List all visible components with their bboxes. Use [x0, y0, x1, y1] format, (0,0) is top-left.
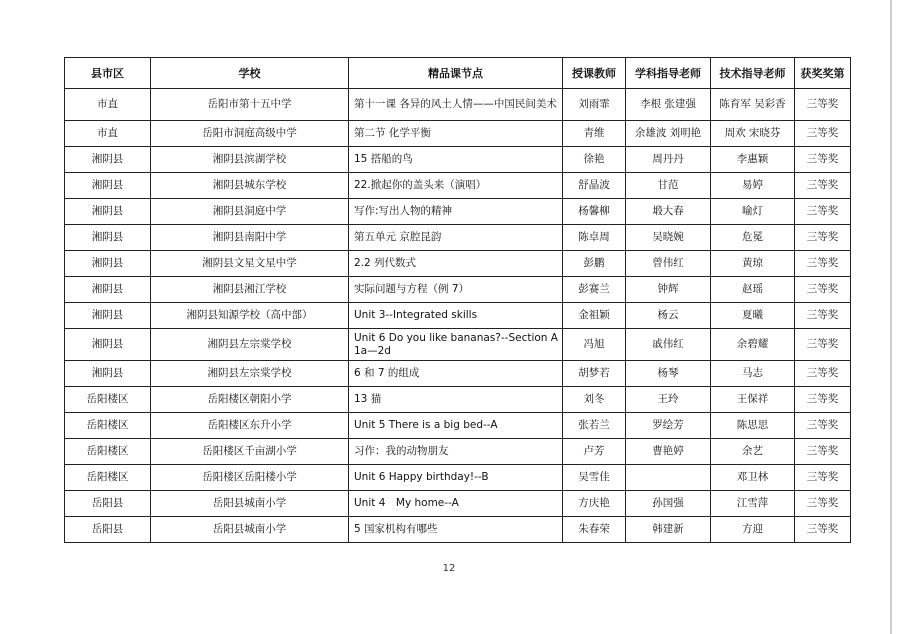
cell-subject-advisor: 李根 张建强	[626, 89, 711, 121]
cell-award: 三等奖	[795, 465, 851, 491]
cell-teacher: 杨馨柳	[563, 199, 626, 225]
cell-school: 湘阴县城东学校	[151, 173, 349, 199]
cell-lesson: Unit 3--Integrated skills	[349, 303, 563, 329]
header-lesson: 精品课节点	[349, 58, 563, 89]
cell-subject-advisor: 曹艳婷	[626, 439, 711, 465]
cell-subject-advisor: 余雄波 刘明艳	[626, 121, 711, 147]
cell-teacher: 冯旭	[563, 329, 626, 361]
table-row	[65, 251, 851, 277]
cell-tech-advisor: 黄琼	[711, 251, 795, 277]
cell-teacher: 朱春荣	[563, 517, 626, 543]
cell-teacher: 方庆艳	[563, 491, 626, 517]
cell-teacher: 胡梦若	[563, 361, 626, 387]
cell-school: 岳阳县城南小学	[151, 491, 349, 517]
table-row	[65, 439, 851, 465]
cell-award: 三等奖	[795, 329, 851, 361]
cell-county: 市直	[65, 89, 151, 121]
cell-lesson: 习作：我的动物朋友	[349, 439, 563, 465]
cell-award: 三等奖	[795, 225, 851, 251]
table-row	[65, 413, 851, 439]
cell-subject-advisor: 杨琴	[626, 361, 711, 387]
cell-tech-advisor: 易婷	[711, 173, 795, 199]
cell-tech-advisor: 余碧耀	[711, 329, 795, 361]
cell-award: 三等奖	[795, 439, 851, 465]
cell-tech-advisor: 陈思思	[711, 413, 795, 439]
cell-county: 岳阳县	[65, 491, 151, 517]
cell-county: 湘阴县	[65, 147, 151, 173]
cell-award: 三等奖	[795, 517, 851, 543]
header-award: 获奖奖第	[795, 58, 851, 89]
header-teacher: 授课教师	[563, 58, 626, 89]
cell-award: 三等奖	[795, 303, 851, 329]
cell-lesson: Unit 4 My home--A	[349, 491, 563, 517]
cell-school: 岳阳楼区朝阳小学	[151, 387, 349, 413]
cell-subject-advisor: 孙国强	[626, 491, 711, 517]
cell-subject-advisor	[626, 465, 711, 491]
cell-school: 湘阴县洞庭中学	[151, 199, 349, 225]
cell-tech-advisor: 马志	[711, 361, 795, 387]
page-number: 12	[442, 563, 456, 574]
cell-school: 岳阳市洞庭高级中学	[151, 121, 349, 147]
cell-subject-advisor: 罗绘芳	[626, 413, 711, 439]
awards-table	[64, 57, 851, 543]
cell-county: 岳阳楼区	[65, 439, 151, 465]
cell-lesson: 第十一课 各异的风土人情——中国民间美术	[349, 89, 563, 121]
cell-lesson: 6 和 7 的组成	[349, 361, 563, 387]
cell-subject-advisor: 韩建新	[626, 517, 711, 543]
cell-lesson: 22.掀起你的盖头来（演唱）	[349, 173, 563, 199]
header-county: 县市区	[65, 58, 151, 89]
cell-teacher: 吴雪佳	[563, 465, 626, 491]
cell-county: 湘阴县	[65, 361, 151, 387]
cell-teacher: 刘冬	[563, 387, 626, 413]
cell-subject-advisor: 周丹丹	[626, 147, 711, 173]
cell-lesson: 实际问题与方程（例 7）	[349, 277, 563, 303]
cell-lesson: 第五单元 京腔昆韵	[349, 225, 563, 251]
cell-teacher: 舒晶波	[563, 173, 626, 199]
cell-school: 湘阴县南阳中学	[151, 225, 349, 251]
cell-award: 三等奖	[795, 277, 851, 303]
table-row	[65, 89, 851, 121]
table-row	[65, 225, 851, 251]
cell-tech-advisor: 喻灯	[711, 199, 795, 225]
cell-award: 三等奖	[795, 121, 851, 147]
table-row	[65, 329, 851, 361]
cell-tech-advisor: 周欢 宋晓芬	[711, 121, 795, 147]
cell-lesson: Unit 5 There is a big bed--A	[349, 413, 563, 439]
table-row	[65, 517, 851, 543]
cell-teacher: 彭赛兰	[563, 277, 626, 303]
cell-teacher: 卢芳	[563, 439, 626, 465]
cell-tech-advisor: 余艺	[711, 439, 795, 465]
table-row	[65, 199, 851, 225]
cell-award: 三等奖	[795, 147, 851, 173]
cell-lesson: 15 搭船的鸟	[349, 147, 563, 173]
table-body	[65, 89, 851, 543]
cell-teacher: 陈卓周	[563, 225, 626, 251]
cell-school: 岳阳楼区东升小学	[151, 413, 349, 439]
cell-county: 湘阴县	[65, 173, 151, 199]
cell-teacher: 金祖颖	[563, 303, 626, 329]
cell-teacher: 彭鹏	[563, 251, 626, 277]
cell-tech-advisor: 方迎	[711, 517, 795, 543]
cell-subject-advisor: 甘范	[626, 173, 711, 199]
cell-school: 湘阴县湘江学校	[151, 277, 349, 303]
table-row	[65, 173, 851, 199]
cell-county: 岳阳楼区	[65, 465, 151, 491]
cell-teacher: 张若兰	[563, 413, 626, 439]
cell-award: 三等奖	[795, 199, 851, 225]
cell-award: 三等奖	[795, 89, 851, 121]
cell-county: 湘阴县	[65, 303, 151, 329]
cell-award: 三等奖	[795, 361, 851, 387]
cell-tech-advisor: 陈育军 吴彩香	[711, 89, 795, 121]
cell-subject-advisor: 曾伟红	[626, 251, 711, 277]
cell-tech-advisor: 李惠颖	[711, 147, 795, 173]
table-header-row	[65, 58, 851, 89]
cell-tech-advisor: 夏曦	[711, 303, 795, 329]
cell-award: 三等奖	[795, 491, 851, 517]
cell-school: 湘阴县左宗棠学校	[151, 361, 349, 387]
cell-county: 岳阳县	[65, 517, 151, 543]
cell-award: 三等奖	[795, 413, 851, 439]
cell-school: 湘阴县左宗棠学校	[151, 329, 349, 361]
cell-school: 岳阳县城南小学	[151, 517, 349, 543]
table-row	[65, 277, 851, 303]
cell-school: 岳阳市第十五中学	[151, 89, 349, 121]
cell-teacher: 徐艳	[563, 147, 626, 173]
cell-tech-advisor: 邓卫林	[711, 465, 795, 491]
cell-subject-advisor: 钟辉	[626, 277, 711, 303]
cell-school: 湘阴县文星文星中学	[151, 251, 349, 277]
cell-county: 湘阴县	[65, 225, 151, 251]
cell-school: 岳阳楼区千亩湖小学	[151, 439, 349, 465]
table-row	[65, 121, 851, 147]
cell-tech-advisor: 王保祥	[711, 387, 795, 413]
cell-award: 三等奖	[795, 173, 851, 199]
cell-county: 岳阳楼区	[65, 387, 151, 413]
page-edge-shadow	[890, 0, 892, 634]
cell-county: 湘阴县	[65, 277, 151, 303]
cell-lesson: Unit 6 Happy birthday!--B	[349, 465, 563, 491]
cell-school: 湘阴县知源学校（高中部）	[151, 303, 349, 329]
cell-county: 岳阳楼区	[65, 413, 151, 439]
table-row	[65, 361, 851, 387]
cell-county: 市直	[65, 121, 151, 147]
cell-lesson: 5 国家机构有哪些	[349, 517, 563, 543]
cell-subject-advisor: 王玲	[626, 387, 711, 413]
cell-county: 湘阴县	[65, 199, 151, 225]
header-tech-advisor: 技术指导老师	[711, 58, 795, 89]
cell-lesson: 第二节 化学平衡	[349, 121, 563, 147]
cell-award: 三等奖	[795, 251, 851, 277]
cell-subject-advisor: 吴晓婉	[626, 225, 711, 251]
cell-lesson: 写作:写出人物的精神	[349, 199, 563, 225]
cell-lesson: Unit 6 Do you like bananas?--Section A 1a—2d	[349, 329, 563, 361]
cell-county: 湘阴县	[65, 329, 151, 361]
table-row	[65, 491, 851, 517]
cell-subject-advisor: 戚伟红	[626, 329, 711, 361]
cell-subject-advisor: 杨云	[626, 303, 711, 329]
cell-lesson: 13 猫	[349, 387, 563, 413]
cell-county: 湘阴县	[65, 251, 151, 277]
cell-tech-advisor: 江雪萍	[711, 491, 795, 517]
cell-subject-advisor: 塅大春	[626, 199, 711, 225]
header-school: 学校	[151, 58, 349, 89]
table-row	[65, 387, 851, 413]
cell-lesson: 2.2 列代数式	[349, 251, 563, 277]
table-row	[65, 147, 851, 173]
table-row	[65, 303, 851, 329]
cell-tech-advisor: 危冕	[711, 225, 795, 251]
table-row	[65, 465, 851, 491]
header-subject-advisor: 学科指导老师	[626, 58, 711, 89]
cell-teacher: 刘雨霏	[563, 89, 626, 121]
cell-teacher: 青维	[563, 121, 626, 147]
cell-school: 岳阳楼区岳阳楼小学	[151, 465, 349, 491]
cell-school: 湘阴县滨湖学校	[151, 147, 349, 173]
cell-tech-advisor: 赵瑶	[711, 277, 795, 303]
cell-award: 三等奖	[795, 387, 851, 413]
